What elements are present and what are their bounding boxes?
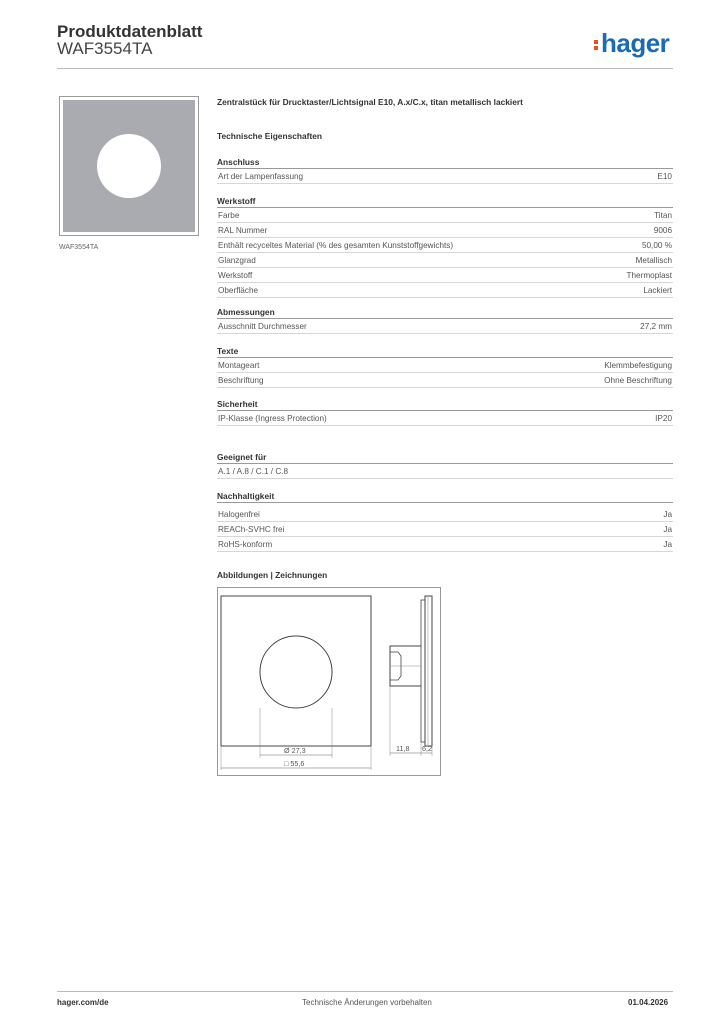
table-row (217, 507, 673, 522)
front-view-plate (221, 596, 371, 746)
row-key: Farbe (218, 211, 240, 220)
table-row (217, 169, 673, 184)
plate-image (63, 100, 195, 232)
section-title-abmessungen: Abmessungen (217, 307, 275, 317)
footer-website-link[interactable]: hager.com/de (57, 998, 109, 1007)
table-row (217, 253, 673, 268)
row-key: A.1 / A.8 / C.1 / C.8 (218, 467, 289, 476)
row-key: Werkstoff (218, 271, 253, 280)
section-title-werkstoff: Werkstoff (217, 196, 256, 206)
row-key: RAL Nummer (218, 226, 268, 235)
table-row (217, 464, 673, 479)
row-value: IP20 (655, 414, 672, 423)
row-value: Ja (663, 510, 672, 519)
row-key: REACh-SVHC frei (218, 525, 285, 534)
thumbnail-caption: WAF3554TA (59, 244, 99, 251)
table-row (217, 283, 673, 298)
dim-depth-label: 11,8 (396, 744, 410, 753)
row-value: Thermoplast (626, 271, 672, 280)
logo-colon-icon (594, 38, 599, 52)
row-key: Halogenfrei (218, 510, 260, 519)
footer-divider (57, 991, 673, 992)
table-row (217, 268, 673, 283)
row-value: Ohne Beschriftung (604, 376, 672, 385)
row-value: 27,2 mm (640, 322, 672, 331)
front-view-hole (260, 636, 332, 708)
table-row (217, 223, 673, 238)
row-key: Enthält recyceltes Material (% des gesamten Kunststoffgewichts) (218, 241, 454, 250)
row-key: Ausschnitt Durchmesser (218, 322, 307, 331)
row-key: Glanzgrad (218, 256, 256, 265)
section-title-sicherheit: Sicherheit (217, 399, 258, 409)
table-row (217, 238, 673, 253)
section-title-texte: Texte (217, 346, 239, 356)
article-number: WAF3554TA (57, 39, 153, 58)
table-row (217, 537, 673, 552)
plate-hole (97, 134, 161, 198)
technical-drawing (217, 587, 441, 776)
section-title-geeignet: Geeignet für (217, 452, 267, 462)
row-value: Ja (663, 540, 672, 549)
product-description: Zentralstück für Drucktaster/Lichtsignal E10, A.x/C.x, titan metallisch lackiert (217, 97, 523, 107)
hager-logo (594, 28, 669, 59)
footer-date: 01.04.2026 (628, 998, 669, 1007)
logo-text: hager (601, 28, 670, 58)
section-rule (217, 502, 673, 503)
header-divider (57, 68, 673, 69)
table-row (217, 319, 673, 334)
section-title-nachhaltigkeit: Nachhaltigkeit (217, 491, 275, 501)
dim-hole-label: Ø 27,3 (284, 746, 306, 755)
row-key: Beschriftung (218, 376, 264, 385)
row-key: RoHS-konform (218, 540, 273, 549)
row-value: Titan (654, 211, 672, 220)
row-key: Montageart (218, 361, 260, 370)
table-row (217, 208, 673, 223)
row-key: Art der Lampenfassung (218, 172, 304, 181)
page-title: Produktdatenblatt (57, 22, 203, 41)
side-view (390, 596, 432, 746)
row-value: E10 (657, 172, 672, 181)
row-value: Metallisch (635, 256, 672, 265)
row-key: IP-Klasse (Ingress Protection) (218, 414, 327, 423)
row-value: 50,00 % (641, 241, 672, 250)
drawing-svg (218, 588, 442, 777)
table-row (217, 358, 673, 373)
footer-note: Technische Änderungen vorbehalten (302, 998, 432, 1007)
row-value: Klemmbefestigung (604, 361, 672, 370)
row-value: Lackiert (643, 286, 672, 295)
drawings-heading: Abbildungen | Zeichnungen (217, 570, 328, 580)
row-value: 9006 (653, 226, 672, 235)
table-row (217, 373, 673, 388)
row-key: Oberfläche (218, 286, 259, 295)
table-row (217, 411, 673, 426)
product-thumbnail (59, 96, 199, 236)
dim-plate-label: □ 55,6 (284, 759, 305, 768)
properties-heading: Technische Eigenschaften (217, 131, 323, 141)
row-value: Ja (663, 525, 672, 534)
dim-thickness-label: 6,2 (422, 744, 432, 753)
section-title-anschluss: Anschluss (217, 157, 260, 167)
table-row (217, 522, 673, 537)
